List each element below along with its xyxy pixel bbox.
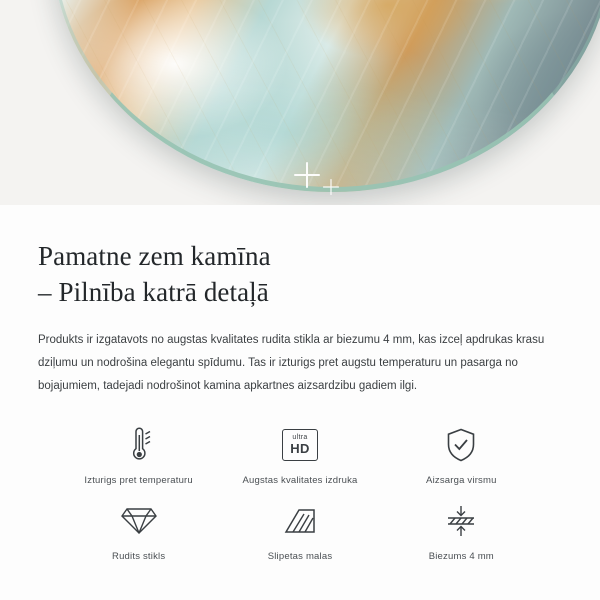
diamond-icon <box>120 500 158 542</box>
feature-item <box>58 424 219 486</box>
feature-label: Slipetas malas <box>267 550 333 562</box>
feature-item <box>219 424 380 486</box>
feature-item <box>381 500 542 562</box>
shield-check-icon <box>444 424 478 466</box>
feature-label: Aizsarga virsmu <box>426 474 497 486</box>
feature-item <box>58 500 219 562</box>
hero-image <box>0 0 600 205</box>
feature-label: Rudits stikls <box>112 550 166 562</box>
ultra-hd-icon <box>282 424 318 466</box>
feature-grid <box>38 424 562 562</box>
description-paragraph: Produkts ir izgatavots no augstas kvalitates rudita stikla ar biezumu 4 mm, kas izceļ apdrukas krasu dziļumu un nodrošina elegantu spīdumu. Tas ir izturigs pret augstu temperaturu un pasarga no bojajumiem, tadejadi nodrošinot kamina apkartnes aizsardzibu gadiem ilgi. <box>38 333 545 392</box>
feature-label: Biezums 4 mm <box>428 550 494 562</box>
thickness-arrows-icon <box>443 500 479 542</box>
headline-line-2: – Pilnība katrā detaļā <box>38 276 269 307</box>
ultra-hd-badge-bottom: HD <box>290 440 310 456</box>
thermometer-icon <box>124 424 154 466</box>
ultra-hd-badge-top: ultra <box>292 434 308 442</box>
headline-line-1: Pamatne zem kamīna <box>38 241 271 271</box>
feature-item <box>219 500 380 562</box>
feature-label: Augstas kvalitates izdruka <box>242 474 358 486</box>
beveled-edges-icon <box>282 500 318 542</box>
content-area <box>0 239 600 562</box>
page-title <box>38 239 562 311</box>
feature-item <box>381 424 542 486</box>
feature-label: Izturigs pret temperaturu <box>84 474 193 486</box>
